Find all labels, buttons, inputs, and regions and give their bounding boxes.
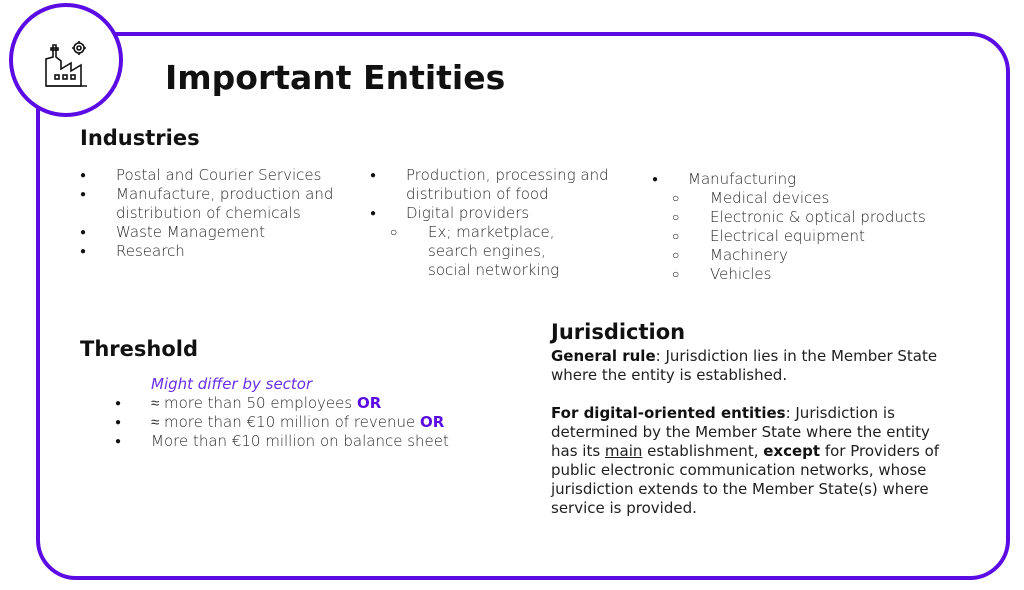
list-item: ● Research [80,242,350,261]
list-item: ● Postal and Courier Services [80,166,350,185]
list-item: ● Manufacture, production and distribution of chemicals [80,185,350,223]
list-subitem: ○ Ex; marketplace, search engines, social networking [370,223,578,280]
list-subitem: ○ Vehicles [652,265,972,284]
threshold-item: ● ≈ more than 50 employees OR [115,394,455,413]
list-item: ● Production, processing and distribution of food [370,166,630,204]
industries-list-3 [652,170,972,284]
threshold-item: ● More than €10 million on balance sheet [115,432,455,451]
page-title: Important Entities [165,58,506,97]
icon-badge [9,3,123,117]
list-subitem: ○ Machinery [652,246,972,265]
sector-note: Might differ by sector [151,375,313,393]
jurisdiction-heading: Jurisdiction [551,320,686,344]
digital-entities-paragraph: For digital-oriented entities: Jurisdiction is determined by the Member State where the entity has its main establishment, except for Providers of public electronic communication networks, whose jurisdiction extends to the Member State(s) where service is provided. [551,404,940,517]
list-subitem: ○ Electronic & optical products [652,208,972,227]
threshold-heading: Threshold [80,337,198,361]
factory-icon [43,39,95,89]
threshold-item: ● ≈ more than €10 million of revenue OR [115,413,455,432]
industries-heading: Industries [80,126,200,150]
industries-list-2 [370,166,630,280]
general-rule-paragraph: General rule: Jurisdiction lies in the Member State where the entity is established. [551,347,938,384]
list-item: ● Manufacturing [652,170,972,189]
list-subitem: ○ Electrical equipment [652,227,972,246]
threshold-list [115,375,455,451]
list-item: ● Waste Management [80,223,350,242]
list-item: ● Digital providers [370,204,630,223]
list-subitem: ○ Medical devices [652,189,972,208]
industries-list-1 [80,166,350,261]
